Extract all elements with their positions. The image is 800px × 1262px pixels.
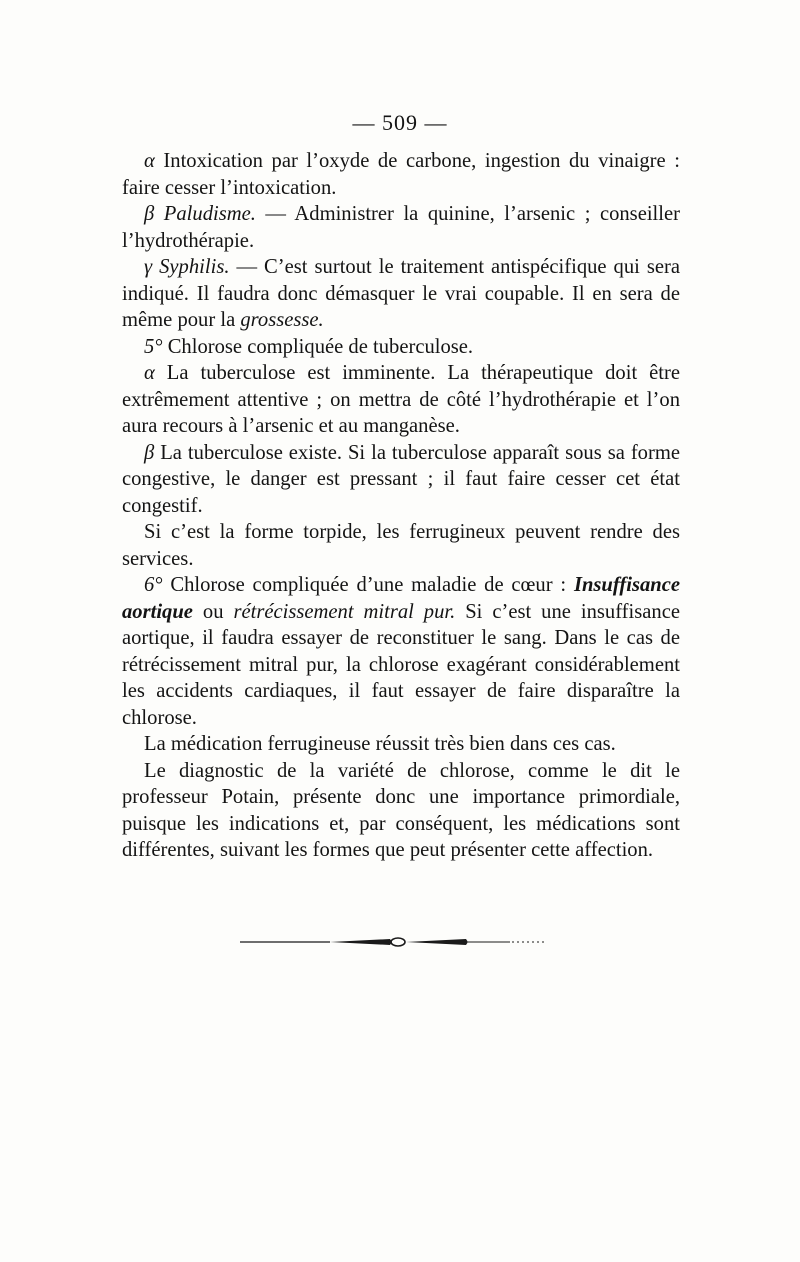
- paragraph-marker: 6°: [144, 574, 163, 596]
- page-number: — 509 —: [352, 110, 448, 135]
- paragraph-beta-2: [122, 440, 680, 520]
- paragraph-beta-1: [122, 201, 680, 254]
- text-run: Insuffisance aortique: [122, 574, 680, 623]
- text-run: Syphilis.: [159, 256, 230, 278]
- text-run: La tuberculose existe. Si la tuberculose apparaît sous sa forme congestive, le danger est pressant ; il faut faire cesser cet état congestif.: [122, 441, 680, 517]
- paragraph-torpide: [122, 519, 680, 572]
- paragraph-marker: 5°: [144, 335, 163, 358]
- text-run: Si c’est la forme torpide, les ferrugineux peuvent rendre des services.: [122, 521, 680, 570]
- text-run: Chlorose compliquée d’une maladie de cœur :: [162, 574, 574, 596]
- text-run: Chlorose compliquée de tuberculose.: [162, 335, 474, 358]
- text-run: ou: [192, 600, 234, 623]
- end-ornament-icon: [240, 936, 545, 948]
- text-run: Intoxication par l’oxyde de carbone, ingestion du vinaigre : faire cesser l’intoxication.: [122, 150, 680, 199]
- paragraph-diagnostic: [122, 758, 680, 864]
- text-run: La tuberculose est imminente. La thérapeutique doit être extrêmement attentive ; on mettra de côté l’hydrothérapie et l’on aura recours à l’arsenic et au manganèse.: [122, 362, 680, 437]
- text-run: La médication ferrugineuse réussit très bien dans ces cas.: [144, 733, 616, 755]
- paragraph-alpha-1: [122, 148, 680, 201]
- body-text: [122, 148, 680, 864]
- text-run: grossesse.: [240, 309, 324, 331]
- text-run: Si c’est une insuffisance aortique, il faudra essayer de reconstituer le sang. Dans le cas de rétrécissement mitral pur, la chlorose exagérant considérablement les accidents cardiaques, il faut essayer de faire disparaître la chlorose.: [122, 600, 680, 729]
- paragraph-marker: β: [144, 441, 155, 464]
- text-run: — Administrer la quinine, l’arsenic ; conseiller l’hydrothérapie.: [122, 203, 680, 252]
- paragraph-marker: γ: [144, 256, 153, 278]
- text-run: Paludisme.: [163, 203, 256, 225]
- text-run: [154, 203, 164, 225]
- paragraph-marker: β: [144, 203, 155, 225]
- paragraph-marker: α: [144, 362, 155, 384]
- paragraph-section-5: [122, 334, 680, 361]
- text-run: Le diagnostic de la variété de chlorose, comme le dit le professeur Potain, présente donc une importance primordiale, puisque les indications et, par conséquent, les médications sont différentes, suivant les formes que peut présenter cette affection.: [122, 759, 680, 861]
- paragraph-section-6: [122, 572, 680, 731]
- paragraph-gamma-1: [122, 254, 680, 334]
- paragraph-alpha-2: [122, 360, 680, 440]
- text-run: rétrécissement mitral pur.: [233, 600, 456, 623]
- paragraph-marker: α: [144, 150, 155, 172]
- text-run: — C’est surtout le traitement antispécifique qui sera indiqué. Il faudra donc démasquer le vrai coupable. Il en sera de même pour la: [122, 256, 680, 331]
- paragraph-medication: [122, 731, 680, 758]
